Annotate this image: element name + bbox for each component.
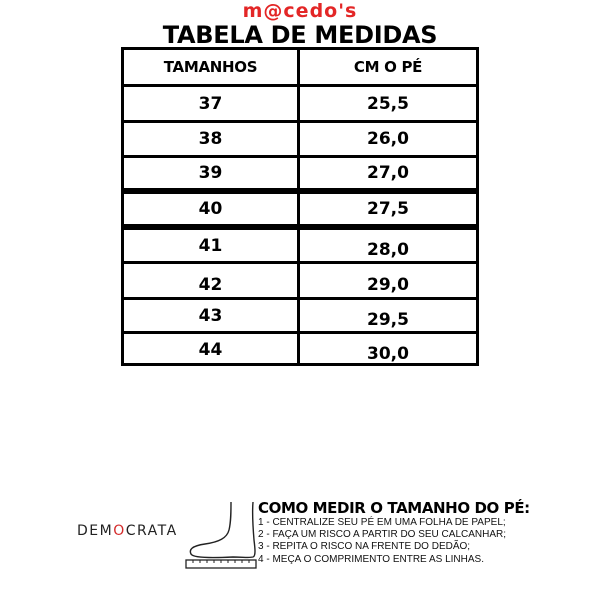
democrata-logo — [77, 523, 178, 539]
size-cell: 44 — [124, 334, 300, 366]
cm-cell: 29,0 — [367, 274, 409, 295]
column-header-sizes: TAMANHOS — [124, 50, 300, 84]
table-header-row — [124, 50, 476, 87]
how-to-measure — [258, 500, 530, 566]
brand-text: CRATA — [125, 523, 178, 539]
how-to-step: 1 - CENTRALIZE SEU PÉ EM UMA FOLHA DE PAPEL; — [258, 517, 506, 528]
how-to-step: 4 - MEÇA O COMPRIMENTO ENTRE AS LINHAS. — [258, 553, 484, 565]
cm-cell: 25,5 — [367, 93, 409, 114]
cm-cell: 28,0 — [367, 239, 409, 260]
brand-text: DEM — [77, 523, 114, 539]
brand-accent: O — [113, 523, 126, 539]
size-cell: 38 — [124, 123, 300, 155]
column-header-cm: CM O PÉ — [353, 58, 423, 76]
size-cell: 40 — [124, 194, 300, 224]
table-row — [124, 158, 476, 194]
how-to-step: 3 - REPITA O RISCO NA FRENTE DO DEDÃO; — [258, 541, 471, 553]
table-row — [124, 300, 476, 334]
cm-cell: 30,0 — [367, 344, 409, 364]
table-row — [124, 123, 476, 158]
size-cell: 39 — [124, 158, 300, 188]
table-row — [124, 264, 476, 300]
table-row — [124, 230, 476, 264]
page-title: TABELA DE MEDIDAS — [162, 21, 438, 49]
table-row — [124, 194, 476, 230]
cm-cell: 27,5 — [367, 199, 409, 219]
table-row — [124, 334, 476, 366]
how-to-step: 2 - FAÇA UM RISCO A PARTIR DO SEU CALCANHAR; — [258, 529, 507, 541]
cm-cell: 27,0 — [367, 163, 409, 183]
cm-cell: 29,5 — [367, 309, 409, 330]
cm-cell: 26,0 — [367, 129, 409, 149]
how-to-title: COMO MEDIR O TAMANHO DO PÉ: — [258, 499, 530, 517]
foot-ruler-icon — [183, 500, 258, 570]
size-cell: 42 — [124, 264, 300, 297]
size-cell: 43 — [124, 300, 300, 331]
size-cell: 41 — [124, 230, 300, 261]
store-logo: m@cedo's — [242, 0, 358, 22]
table-row — [124, 87, 476, 123]
size-cell: 37 — [124, 87, 300, 120]
size-table — [121, 47, 479, 366]
